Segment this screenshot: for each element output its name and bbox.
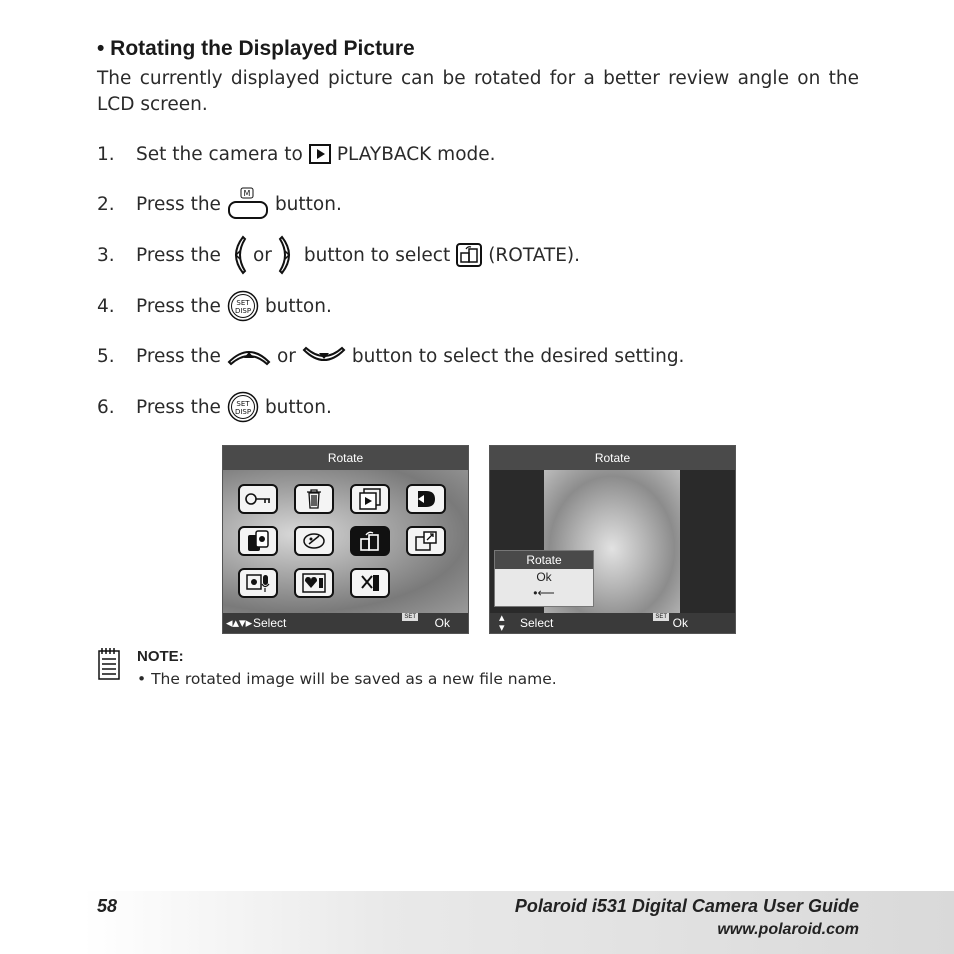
rotate-icon	[456, 243, 482, 267]
lcd-screen-menu	[222, 445, 469, 634]
left-button-icon	[227, 235, 247, 275]
screen-title: Rotate	[223, 446, 468, 470]
up-down-arrow-icon: ▴ ▾	[499, 612, 505, 634]
rotate-menu-icon	[350, 526, 390, 556]
setup-icon	[350, 568, 390, 598]
startup-image-icon	[294, 568, 334, 598]
copy-icon	[238, 526, 278, 556]
lcd-screen-rotate	[489, 445, 736, 634]
step-number: 6.	[97, 396, 115, 418]
right-button-icon	[278, 235, 298, 275]
menu-icon-grid	[238, 484, 446, 598]
step-3	[97, 235, 580, 275]
step-text: Press the	[136, 345, 221, 367]
menu-button-icon	[227, 187, 269, 221]
step-text: button.	[264, 295, 332, 317]
playback-icon	[309, 144, 331, 164]
step-text: Press the	[136, 244, 221, 266]
menu-label: M	[243, 189, 251, 198]
step-text: button to select the desired setting.	[351, 345, 685, 367]
step-text: button.	[264, 396, 332, 418]
screen-footer	[490, 613, 735, 633]
set-label: SET	[236, 299, 250, 307]
screen-footer	[223, 613, 468, 633]
select-label: Select	[253, 616, 287, 630]
page-number: 58	[97, 896, 118, 916]
disp-label: DISP	[234, 408, 251, 416]
step-text: Set the camera to	[136, 143, 303, 165]
step-5	[97, 336, 684, 376]
website-link[interactable]: www.polaroid.com	[717, 921, 859, 938]
step-6	[97, 387, 332, 427]
step-text: or	[252, 244, 272, 266]
step-number: 4.	[97, 295, 115, 317]
intro-paragraph: The currently displayed picture can be rotated for a better review angle on the LCD screen.	[97, 68, 859, 115]
step-text: Press the	[136, 295, 221, 317]
step-number: 1.	[97, 143, 115, 165]
section-heading: • Rotating the Displayed Picture	[97, 37, 415, 60]
step-1	[97, 134, 496, 174]
up-button-icon	[227, 346, 271, 366]
set-disp-button-icon	[227, 391, 259, 423]
notepad-icon	[98, 647, 120, 685]
step-text: PLAYBACK mode.	[336, 143, 496, 165]
rotate-submenu	[494, 550, 594, 607]
step-2	[97, 184, 342, 224]
step-number: 2.	[97, 193, 115, 215]
resize-icon	[406, 526, 446, 556]
four-way-arrow-icon: ◂▴▾▸	[226, 615, 253, 630]
step-text: button.	[274, 193, 342, 215]
ok-label: Ok	[672, 616, 688, 630]
step-number: 3.	[97, 244, 115, 266]
ok-label: Ok	[434, 616, 450, 630]
disp-label: DISP	[234, 307, 251, 315]
effect-icon	[294, 526, 334, 556]
step-number: 5.	[97, 345, 115, 367]
down-button-icon	[302, 346, 346, 366]
note-title: NOTE:	[137, 648, 184, 665]
voice-memo-icon	[238, 568, 278, 598]
note-text: • The rotated image will be saved as a new file name.	[137, 670, 557, 688]
step-text: Press the	[136, 396, 221, 418]
submenu-title: Rotate	[495, 551, 593, 569]
set-label: SET	[236, 400, 250, 408]
step-text: button to select	[303, 244, 451, 266]
set-badge: SET	[655, 614, 667, 620]
step-text: or	[276, 345, 296, 367]
slideshow-icon	[350, 484, 390, 514]
set-disp-button-icon	[227, 290, 259, 322]
dpof-icon	[406, 484, 446, 514]
set-badge: SET	[404, 614, 416, 620]
select-label: Select	[520, 616, 554, 630]
submenu-ok[interactable]: Ok	[536, 570, 552, 584]
screen-title: Rotate	[490, 446, 735, 470]
step-text: Press the	[136, 193, 221, 215]
step-4	[97, 286, 332, 326]
step-text: (ROTATE).	[488, 244, 581, 266]
protect-icon	[238, 484, 278, 514]
guide-title: Polaroid i531 Digital Camera User Guide	[514, 896, 859, 916]
submenu-rotate-option[interactable]: •⟵	[533, 586, 555, 600]
delete-icon	[294, 484, 334, 514]
